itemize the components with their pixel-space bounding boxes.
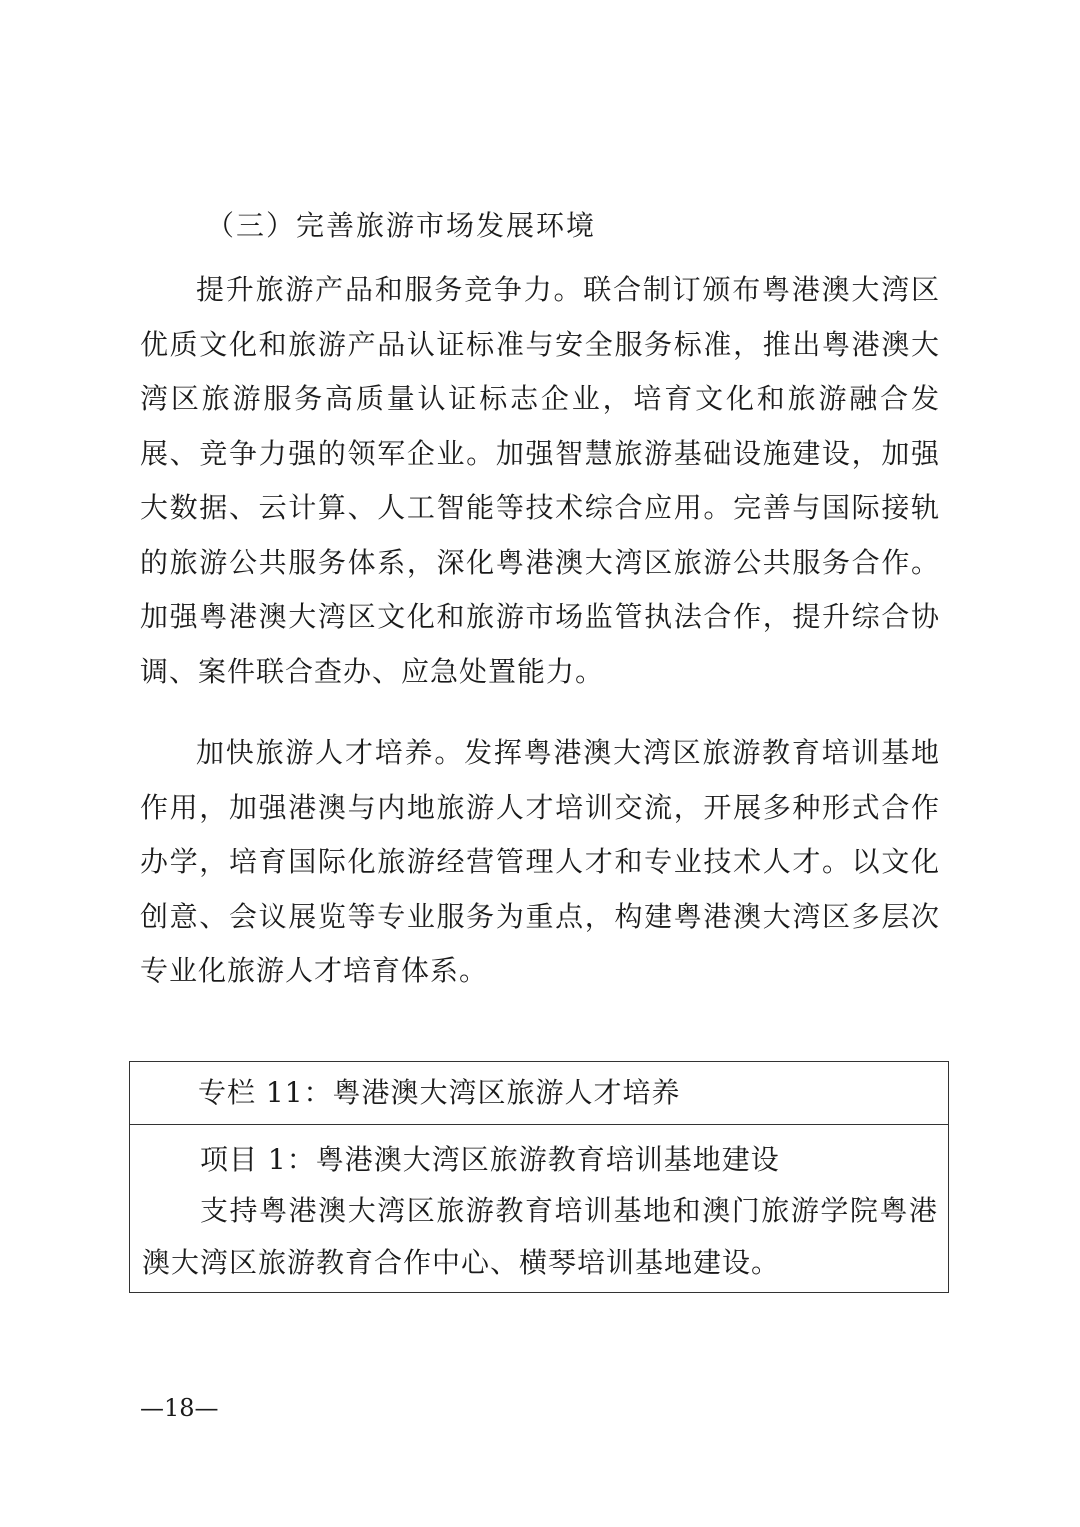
project-title: 项目 1：粤港澳大湾区旅游教育培训基地建设 bbox=[200, 1143, 780, 1176]
paragraph-tourism-competitiveness: 提升旅游产品和服务竞争力。联合制订颁布粤港澳大湾区优质文化和旅游产品认证标准与安全服务标准，推出粤港澳大湾区旅游服务高质量认证标志企业，培育文化和旅游融合发展、竞争力强的领军企业。加强智慧旅游基础设施建设，加强大数据、云计算、人工智能等技术综合应用。完善与国际接轨的旅游公共服务体系，深化粤港澳大湾区旅游公共服务合作。加强粤港澳大湾区文化和旅游市场监管执法合作，提升综合协调、案件联合查办、应急处置能力。 bbox=[140, 273, 940, 688]
project-description: 支持粤港澳大湾区旅游教育培训基地和澳门旅游学院粤港澳大湾区旅游教育合作中心、横琴培训基地建设。 bbox=[142, 1194, 938, 1279]
section-heading-text: （三）完善旅游市场发展环境 bbox=[206, 209, 597, 242]
special-column-box bbox=[129, 1061, 949, 1293]
column-box-title: 专栏 11：粤港澳大湾区旅游人才培养 bbox=[130, 1062, 948, 1125]
page-number: —18— bbox=[140, 1394, 219, 1422]
column-box-body bbox=[130, 1125, 948, 1289]
paragraph-tourism-talent: 加快旅游人才培养。发挥粤港澳大湾区旅游教育培训基地作用，加强港澳与内地旅游人才培训交流，开展多种形式合作办学，培育国际化旅游经营管理人才和专业技术人才。以文化创意、会议展览等专业服务为重点，构建粤港澳大湾区多层次专业化旅游人才培育体系。 bbox=[140, 736, 940, 987]
section-heading bbox=[140, 203, 940, 248]
